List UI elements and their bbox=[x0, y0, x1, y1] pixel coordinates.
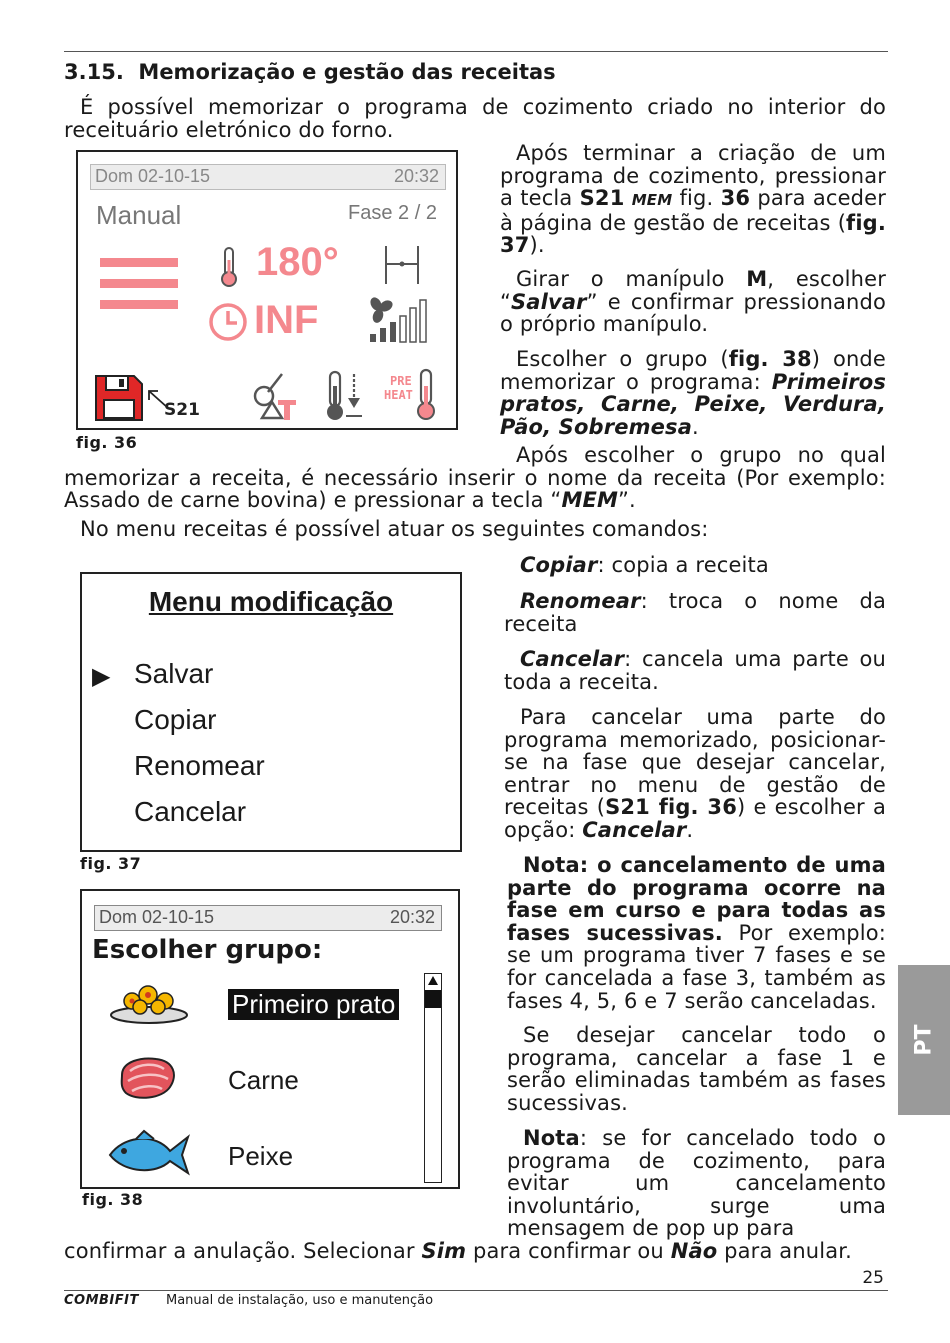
clock-icon bbox=[208, 302, 248, 342]
top-rule bbox=[64, 51, 888, 52]
cooldown-thermometer-icon bbox=[324, 370, 364, 424]
footer-rule bbox=[64, 1290, 888, 1291]
thermometer-icon bbox=[218, 246, 240, 288]
status-date: Dom 02-10-15 bbox=[95, 166, 211, 186]
fig37-caption: fig. 37 bbox=[80, 854, 142, 873]
group-item-carne[interactable]: Carne bbox=[228, 1065, 299, 1095]
fish-icon bbox=[106, 1129, 192, 1179]
menu-item-renomear[interactable]: Renomear bbox=[134, 750, 265, 781]
command-renomear: Renomear: troca o nome da receita bbox=[504, 589, 886, 636]
section-title: Memorização e gestão das receitas bbox=[138, 60, 556, 84]
meat-steak-icon bbox=[116, 1055, 180, 1103]
group-scrollbar[interactable] bbox=[424, 973, 442, 1183]
scroll-thumb[interactable] bbox=[425, 990, 441, 1008]
pasta-plate-icon bbox=[108, 979, 190, 1027]
page-number: 25 bbox=[862, 1268, 884, 1288]
preheat-thermometer-icon bbox=[414, 368, 438, 422]
duration-value: INF bbox=[254, 298, 319, 342]
menu-title: Menu modificação bbox=[148, 586, 394, 617]
fig38-group-select bbox=[80, 889, 460, 1189]
language-tab-label: PT bbox=[911, 1024, 937, 1056]
phase-label: Fase 2 / 2 bbox=[348, 202, 437, 224]
menu-item-salvar[interactable]: Salvar bbox=[134, 658, 214, 689]
status-bar bbox=[90, 164, 446, 190]
save-floppy-icon bbox=[94, 374, 144, 422]
group-item-peixe[interactable]: Peixe bbox=[228, 1141, 294, 1171]
fig38-caption: fig. 38 bbox=[82, 1190, 144, 1209]
group-title: Escolher grupo: bbox=[92, 935, 323, 965]
menu-item-copiar[interactable]: Copiar bbox=[134, 704, 217, 735]
section-number: 3.15. bbox=[64, 60, 124, 84]
para-cancel-part: Para cancelar uma parte do programa memorizado, posicionar-se na fase que desejar cancelar, entrar no menu de gestão de receitas (S21 fig. 36) e escolher a opção: Cancelar. bbox=[504, 705, 886, 842]
para-enter-name: Após escolher o grupo no qual memorizar a receita, é necessário inserir o nome da receita (Por exemplo: Assado de carne bovina) e pressionar a tecla “MEM”. bbox=[64, 443, 886, 513]
footer-brand: COMBIFIT bbox=[64, 1293, 139, 1308]
menu-item-cancelar[interactable]: Cancelar bbox=[134, 796, 247, 827]
mode-label: Manual bbox=[96, 200, 182, 230]
para-rotate-knob: Girar o manípulo M, escolher “Salvar” e confirmar pressionando o próprio manípulo. bbox=[500, 267, 886, 337]
fan-speed-icon bbox=[368, 296, 434, 344]
scroll-up-icon[interactable] bbox=[428, 976, 438, 985]
selection-arrow-icon: ▶ bbox=[92, 662, 111, 690]
group-item-primeiro-prato[interactable]: Primeiro prato bbox=[228, 989, 399, 1020]
preheat-top: PRE bbox=[390, 374, 412, 388]
footer-manual-title: Manual de instalação, uso e manutenção bbox=[166, 1293, 434, 1308]
status-date: Dom 02-10-15 bbox=[99, 907, 215, 927]
delta-t-probe-icon bbox=[248, 370, 300, 422]
key-s21-label: S21 bbox=[164, 400, 200, 420]
preheat-label bbox=[384, 374, 413, 402]
section-heading bbox=[64, 60, 556, 84]
para-create-program: Após terminar a criação de um programa de cozimento, pressionar a tecla S21 MEM fig. 36 para aceder à página de gestão de receitas (fig. 37). bbox=[500, 141, 887, 258]
note-cancel-phases: Nota: o cancelamento de uma parte do programa ocorre na fase em curso e para todas as fases sucessivas. Por exemplo: se um programa tiver 7 fases e se for cancelada a fase 3, também as fases 4, 5, 6 e 7 serão canceladas. bbox=[507, 853, 886, 1013]
fig36-caption: fig. 36 bbox=[76, 433, 138, 452]
fig36-display bbox=[76, 150, 458, 430]
command-copiar: Copiar: copia a receita bbox=[520, 553, 769, 577]
status-time: 20:32 bbox=[389, 907, 435, 927]
para-cancel-all: Se desejar cancelar todo o programa, cancelar a fase 1 e serão eliminadas também as fases sucessivas. bbox=[507, 1023, 886, 1115]
temperature-value: 180° bbox=[256, 240, 339, 284]
intro-paragraph: É possível memorizar o programa de cozimento criado no interior do receituário eletrónico do forno. bbox=[64, 95, 886, 142]
menu-bars-icon bbox=[100, 258, 178, 310]
para-choose-group: Escolher o grupo (fig. 38) onde memorizar o programa: Primeiros pratos, Carne, Peixe, Verdura, Pão, Sobremesa. bbox=[500, 347, 886, 439]
core-probe-icon bbox=[382, 244, 422, 286]
para-commands-intro: No menu receitas é possível atuar os seguintes comandos: bbox=[80, 517, 709, 541]
status-time: 20:32 bbox=[393, 166, 439, 186]
fig37-menu bbox=[80, 572, 462, 852]
preheat-bottom: HEAT bbox=[384, 388, 413, 402]
language-tab bbox=[898, 965, 950, 1115]
status-bar bbox=[94, 905, 442, 931]
command-cancelar: Cancelar: cancela uma parte ou toda a receita. bbox=[504, 647, 886, 694]
note-popup-confirm: Nota: se for cancelado todo o programa de cozimento, para evitar um cancelamento involuntário, surge uma mensagem de pop up para bbox=[507, 1126, 886, 1241]
note-popup-confirm-end: confirmar a anulação. Selecionar Sim para confirmar ou Não para anular. bbox=[64, 1239, 852, 1263]
